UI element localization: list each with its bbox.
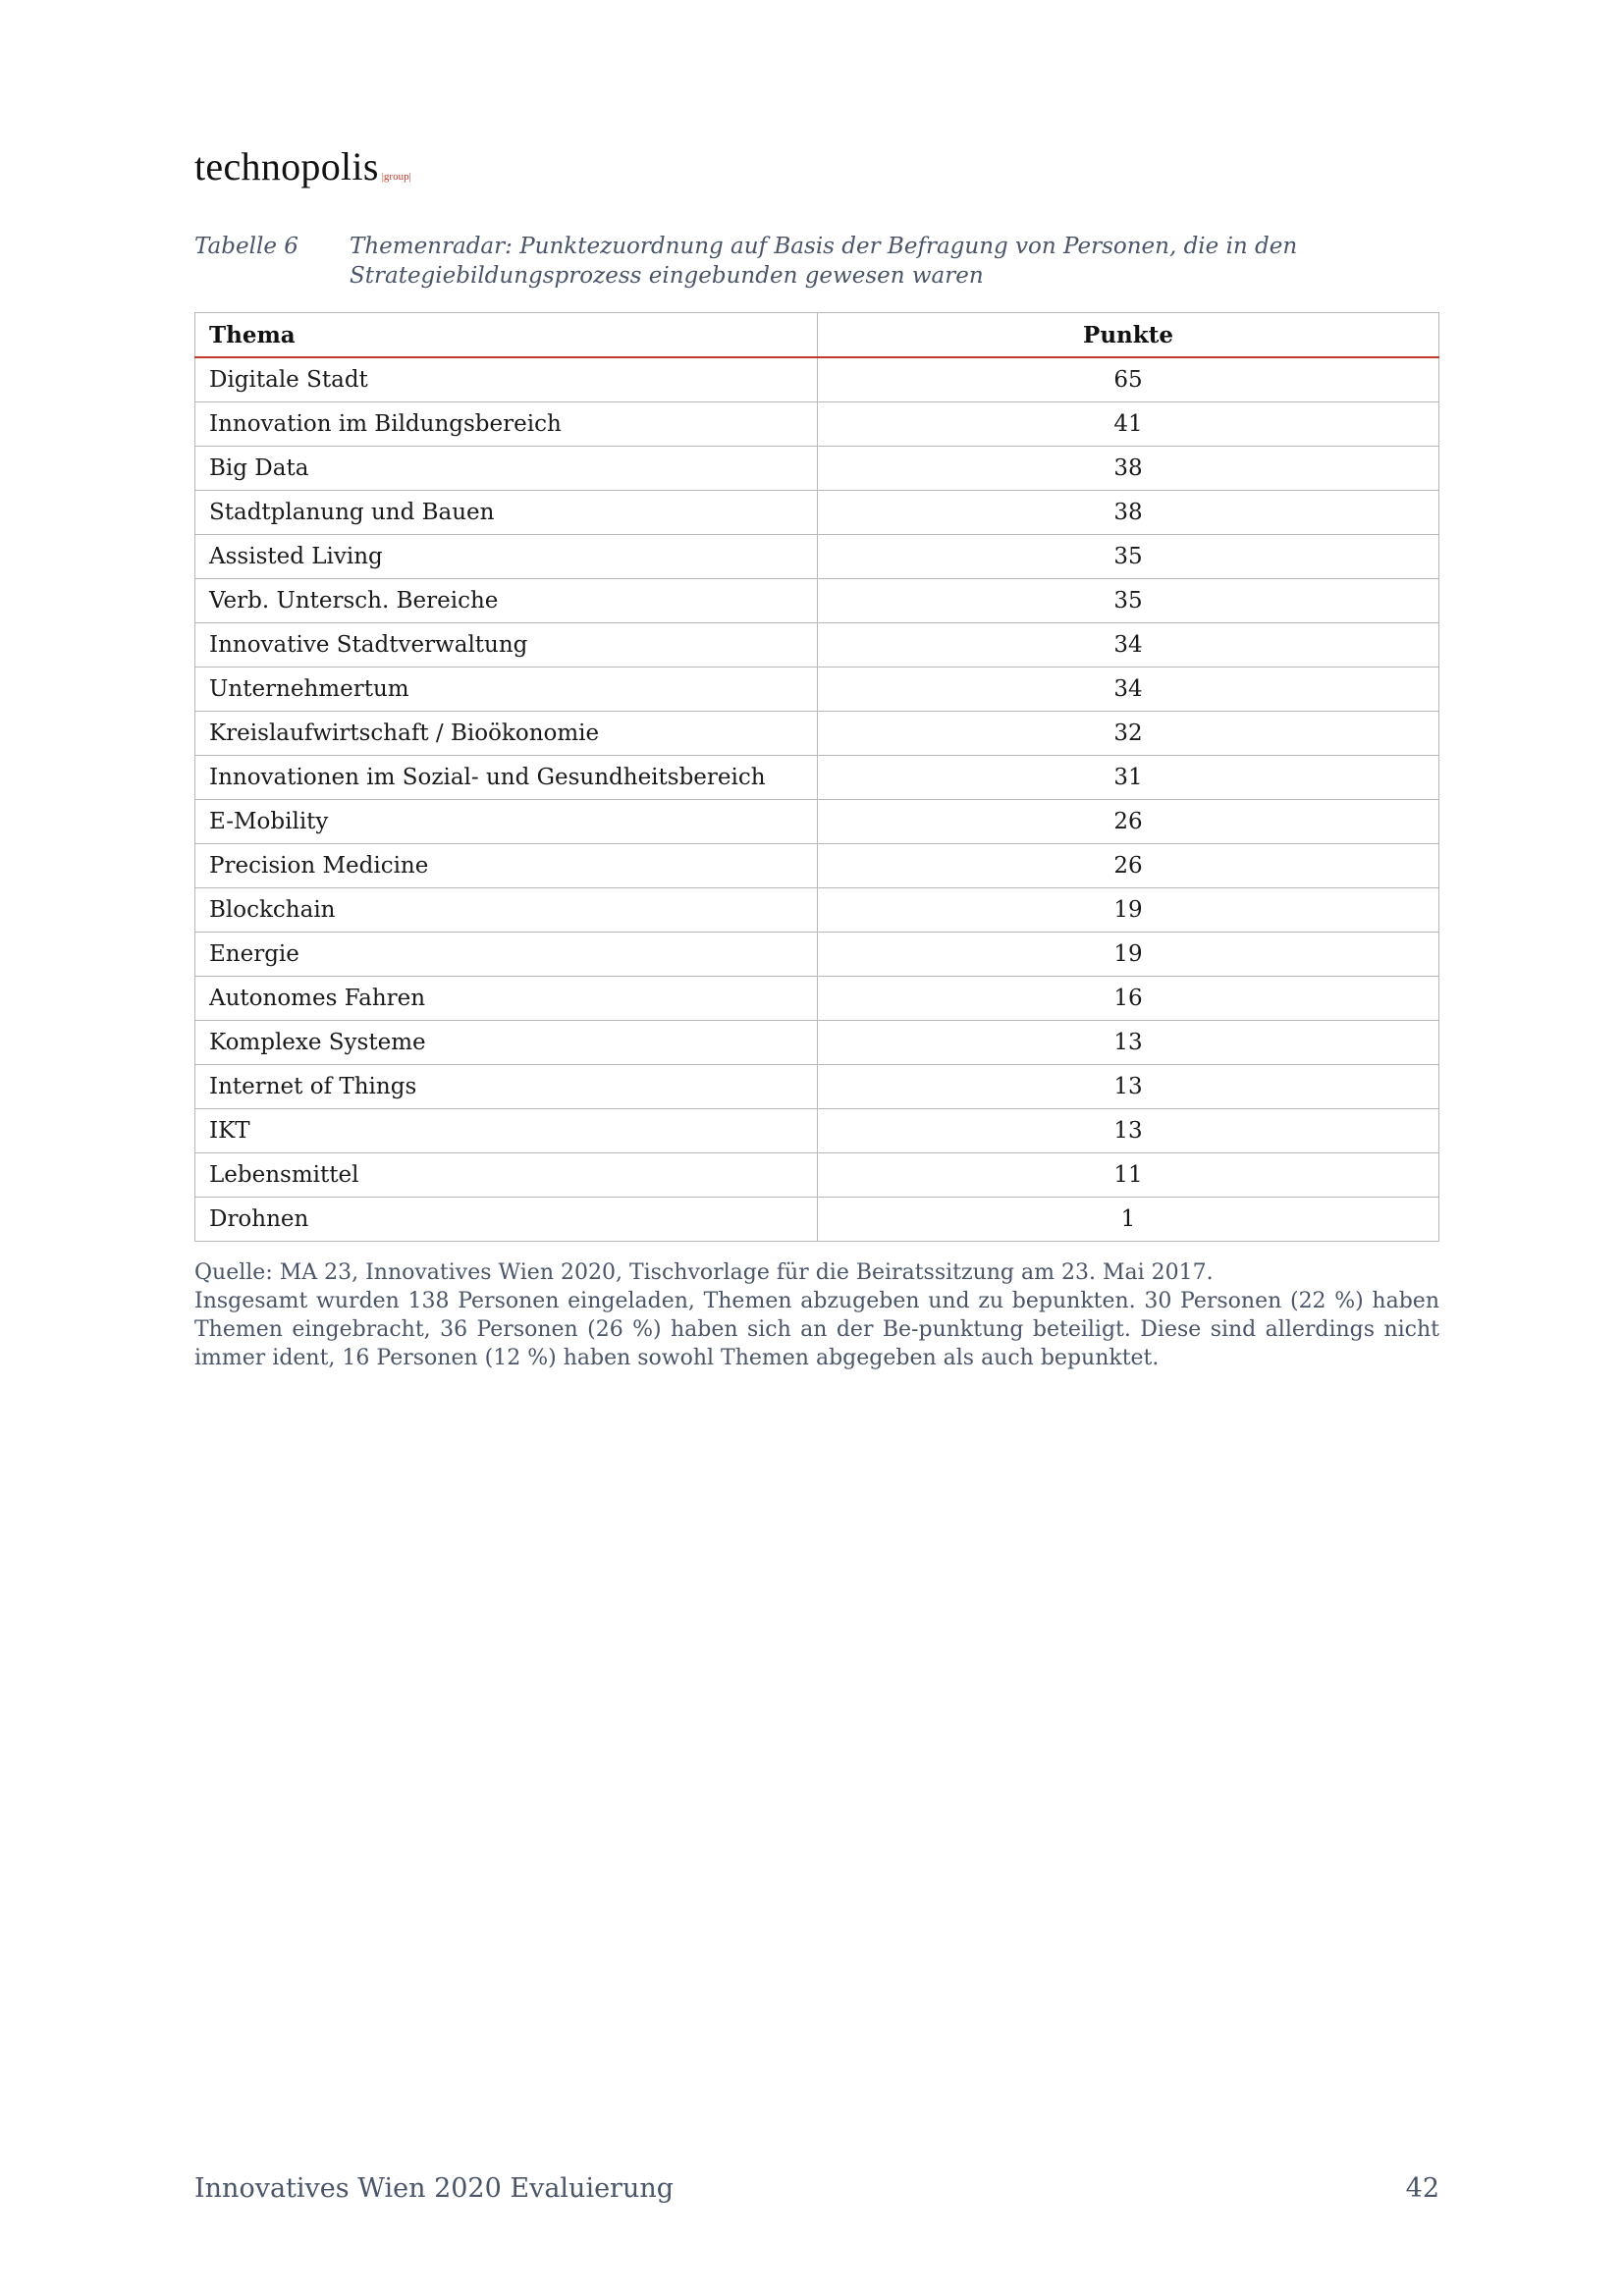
- table-row: [195, 579, 1439, 623]
- cell-punkte: 65: [818, 357, 1439, 402]
- cell-thema: Big Data: [195, 447, 818, 491]
- cell-thema: Assisted Living: [195, 535, 818, 579]
- source-explanation: Insgesamt wurden 138 Personen eingeladen, Themen abzugeben und zu bepunkten. 30 Personen (22 %) haben Themen eingebracht, 36 Personen (26 %) haben sich an der Be-punktung beteiligt. Diese sind allerdings nicht immer ident, 16 Personen (12 %) haben sowohl Themen abgegeben als auch bepunktet.: [194, 1289, 1439, 1370]
- cell-punkte: 11: [818, 1153, 1439, 1198]
- table-row: [195, 756, 1439, 800]
- footer-document-title: Innovatives Wien 2020 Evaluierung: [194, 2173, 675, 2204]
- caption-label: Tabelle 6: [194, 234, 298, 259]
- table-row: [195, 800, 1439, 844]
- cell-punkte: 41: [818, 402, 1439, 447]
- header-thema: Thema: [195, 313, 818, 358]
- themenradar-table: [194, 312, 1439, 1242]
- table-body: [195, 357, 1439, 1242]
- cell-thema: Stadtplanung und Bauen: [195, 491, 818, 535]
- cell-thema: E-Mobility: [195, 800, 818, 844]
- table-row: [195, 623, 1439, 667]
- page-number: 42: [1405, 2173, 1439, 2204]
- table-row: [195, 447, 1439, 491]
- cell-punkte: 32: [818, 712, 1439, 756]
- cell-punkte: 13: [818, 1109, 1439, 1153]
- table-row: [195, 535, 1439, 579]
- cell-punkte: 34: [818, 667, 1439, 712]
- cell-punkte: 34: [818, 623, 1439, 667]
- cell-punkte: 1: [818, 1198, 1439, 1242]
- table-row: [195, 844, 1439, 888]
- table-row: [195, 491, 1439, 535]
- cell-thema: Autonomes Fahren: [195, 977, 818, 1021]
- cell-punkte: 16: [818, 977, 1439, 1021]
- table-caption: [194, 232, 1441, 291]
- table-row: [195, 933, 1439, 977]
- cell-thema: Komplexe Systeme: [195, 1021, 818, 1065]
- table-row: [195, 977, 1439, 1021]
- cell-punkte: 19: [818, 888, 1439, 933]
- table-row: [195, 357, 1439, 402]
- cell-thema: Innovation im Bildungsbereich: [195, 402, 818, 447]
- cell-punkte: 19: [818, 933, 1439, 977]
- cell-thema: Kreislaufwirtschaft / Bioökonomie: [195, 712, 818, 756]
- cell-punkte: 13: [818, 1065, 1439, 1109]
- cell-thema: Innovationen im Sozial- und Gesundheitsbereich: [195, 756, 818, 800]
- source-line: Quelle: MA 23, Innovatives Wien 2020, Tischvorlage für die Beiratssitzung am 23. Mai 2017.: [194, 1260, 1214, 1285]
- cell-thema: Digitale Stadt: [195, 357, 818, 402]
- table-row: [195, 667, 1439, 712]
- table-row: [195, 1109, 1439, 1153]
- header-punkte: Punkte: [818, 313, 1439, 358]
- cell-punkte: 38: [818, 491, 1439, 535]
- cell-thema: Unternehmertum: [195, 667, 818, 712]
- caption-text: Themenradar: Punktezuordnung auf Basis der Befragung von Personen, die in den Strategiebildungsprozess eingebunden gewesen waren: [350, 234, 1298, 289]
- company-logo: [194, 143, 411, 189]
- table-row: [195, 402, 1439, 447]
- cell-thema: Innovative Stadtverwaltung: [195, 623, 818, 667]
- table-row: [195, 888, 1439, 933]
- cell-punkte: 35: [818, 579, 1439, 623]
- cell-thema: IKT: [195, 1109, 818, 1153]
- cell-thema: Internet of Things: [195, 1065, 818, 1109]
- cell-punkte: 38: [818, 447, 1439, 491]
- logo-wordmark: technopolis: [194, 144, 379, 188]
- cell-thema: Energie: [195, 933, 818, 977]
- cell-thema: Lebensmittel: [195, 1153, 818, 1198]
- cell-punkte: 31: [818, 756, 1439, 800]
- source-note: [194, 1258, 1439, 1372]
- table-row: [195, 712, 1439, 756]
- cell-punkte: 26: [818, 844, 1439, 888]
- cell-punkte: 35: [818, 535, 1439, 579]
- cell-thema: Precision Medicine: [195, 844, 818, 888]
- cell-punkte: 13: [818, 1021, 1439, 1065]
- cell-thema: Drohnen: [195, 1198, 818, 1242]
- table-row: [195, 1021, 1439, 1065]
- logo-group-tag: |group|: [381, 171, 411, 183]
- table-row: [195, 1153, 1439, 1198]
- cell-thema: Verb. Untersch. Bereiche: [195, 579, 818, 623]
- table-row: [195, 1198, 1439, 1242]
- table-row: [195, 1065, 1439, 1109]
- table-header-row: [195, 313, 1439, 358]
- cell-thema: Blockchain: [195, 888, 818, 933]
- cell-punkte: 26: [818, 800, 1439, 844]
